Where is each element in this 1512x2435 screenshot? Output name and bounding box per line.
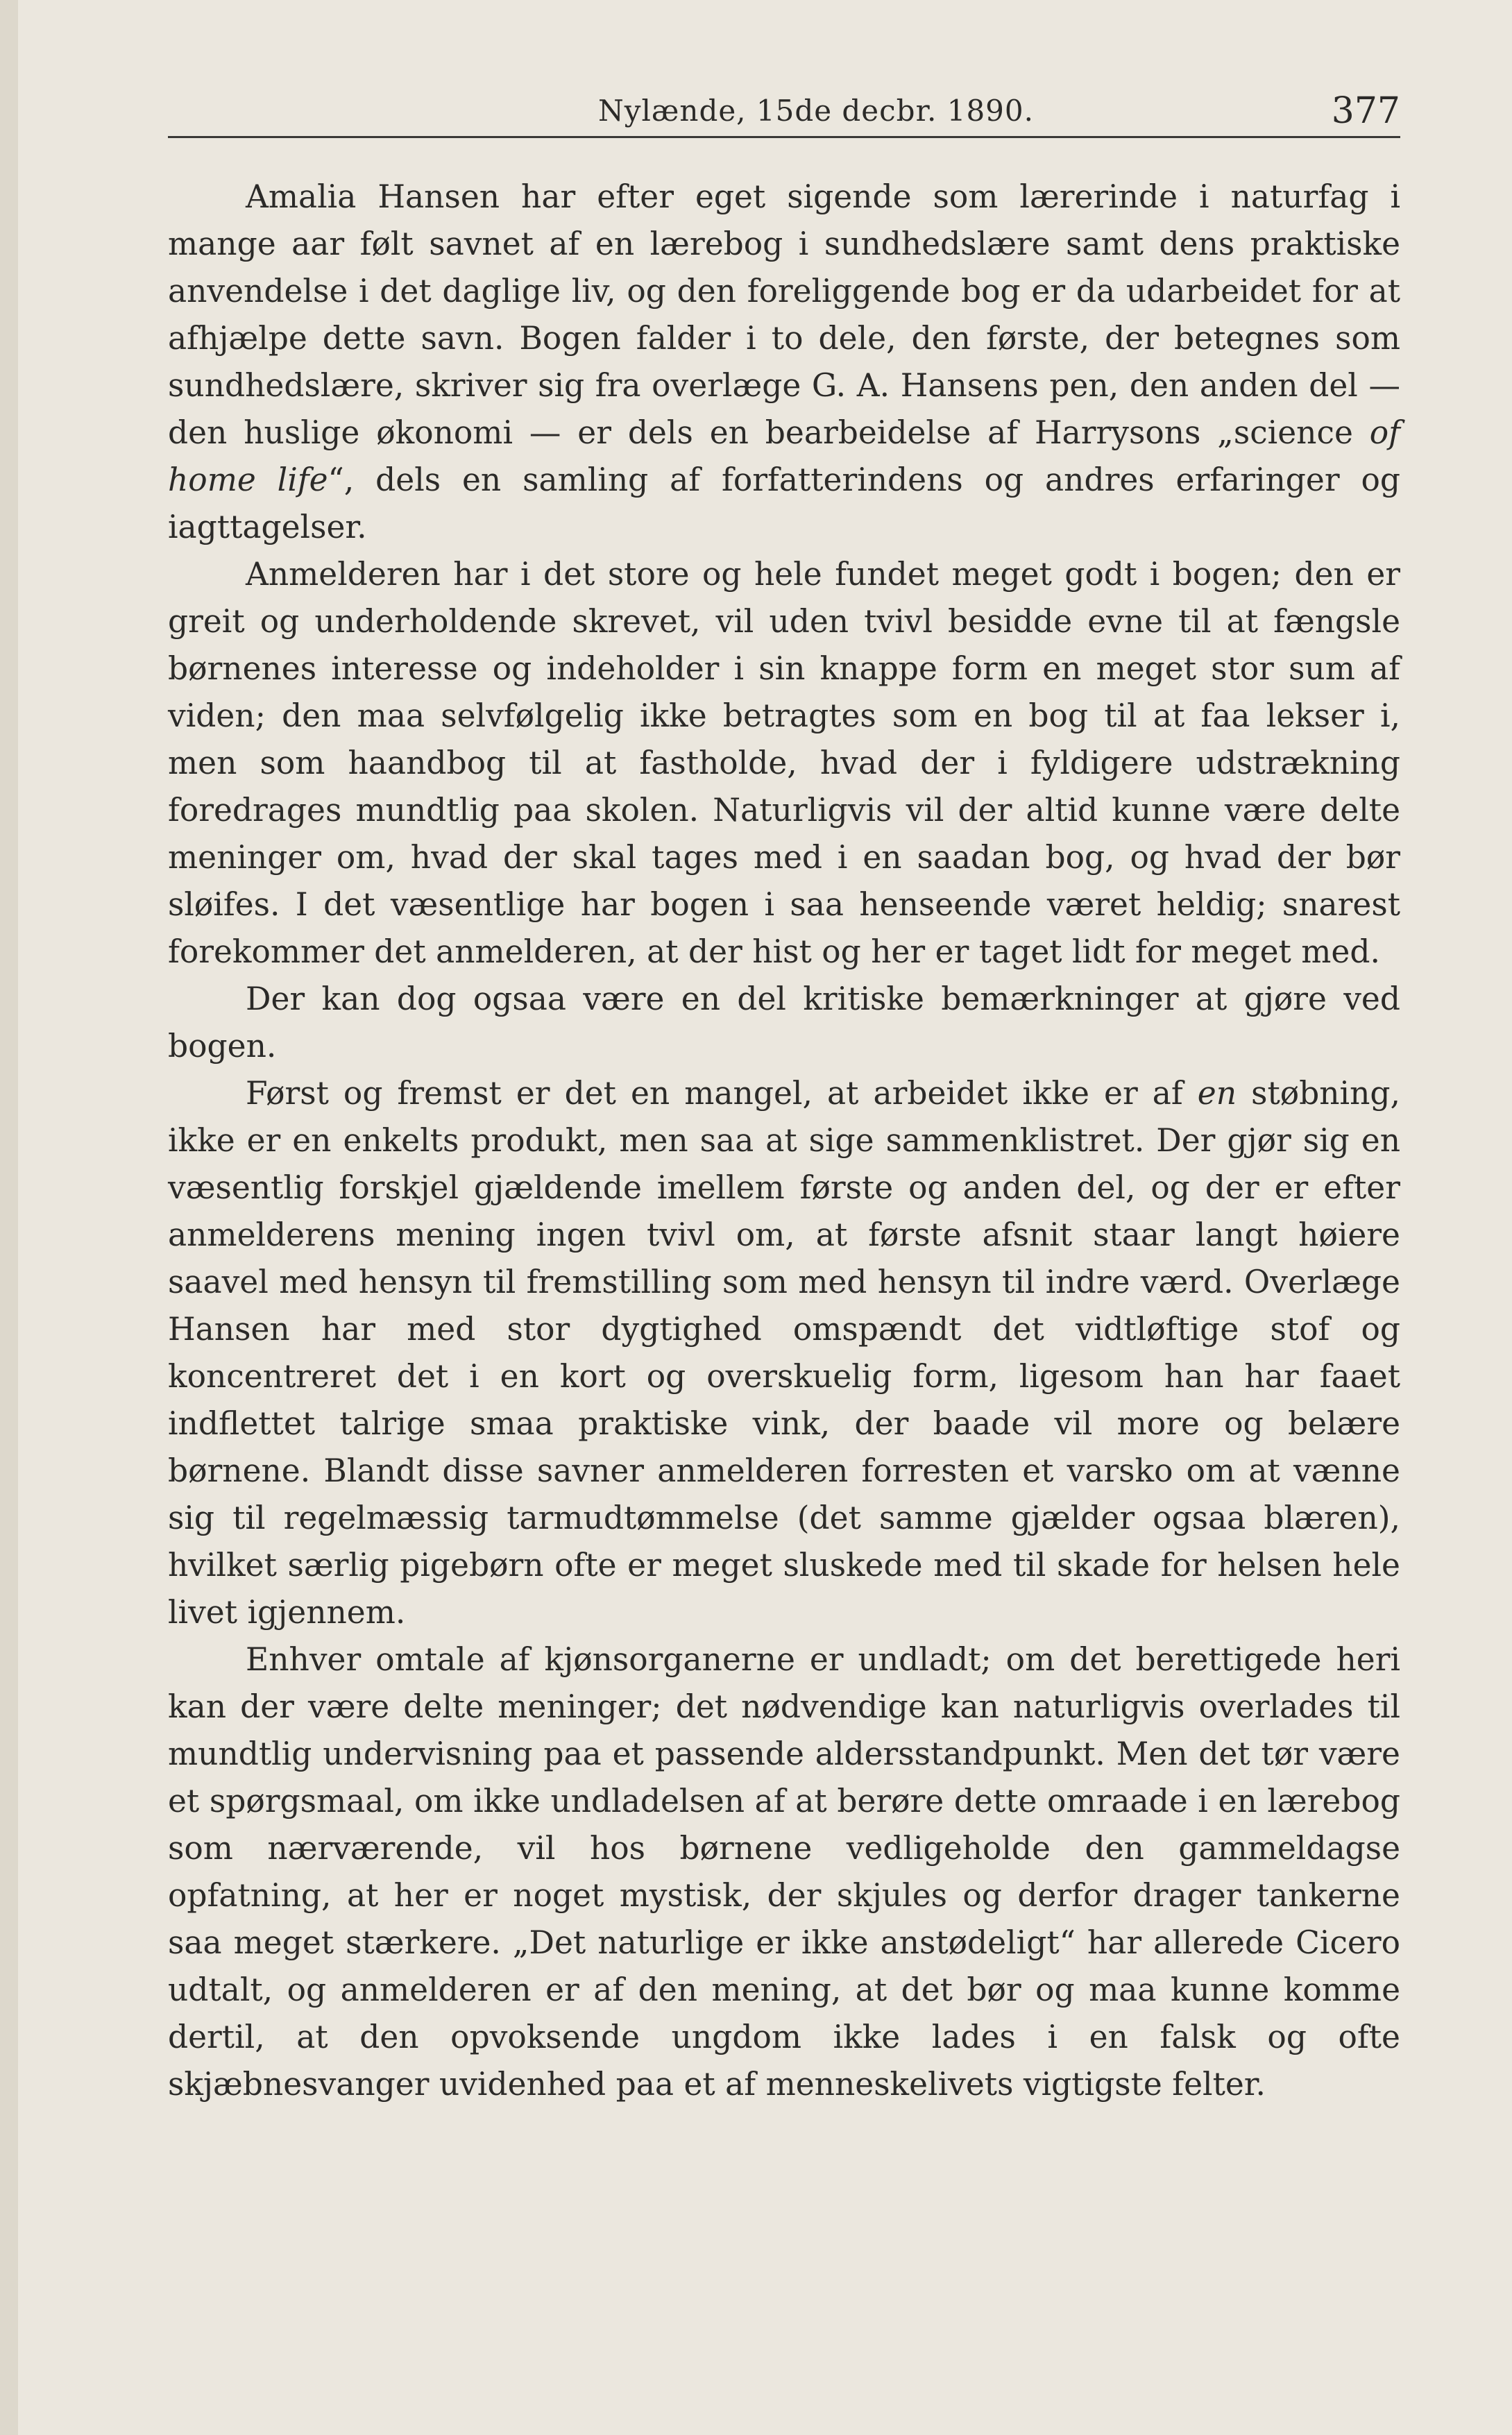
paragraph-4-text-a: Først og fremst er det en mangel, at arbeidet ikke er af: [246, 1075, 1198, 1112]
article-body: [168, 173, 1400, 2108]
paragraph-1-text-b: “, dels en samling af forfatterindens og andres erfaringer og iagttagelser.: [168, 461, 1400, 545]
paragraph-5: [168, 1636, 1400, 2108]
paragraph-4-text-b: støbning, ikke er en enkelts produkt, men saa at sige sammenklistret. Der gjør sig en væsentlig forskjel gjældende imellem første og anden del, og der er efter anmelderens mening ingen tvivl om, at første afsnit staar langt høiere saavel med hensyn til fremstilling som med hensyn til indre værd. Overlæge Hansen har med stor dygtighed omspændt det vidtløftige stof og koncentreret det i en kort og overskuelig form, ligesom han har faaet indflettet talrige smaa praktiske vink, der baade vil more og belære børnene. Blandt disse savner anmelderen forresten et varsko om at vænne sig til regelmæssig tarmudtømmelse (det samme gjælder ogsaa blæren), hvilket særlig pigebørn ofte er meget sluskede med til skade for helsen hele livet igjennem.: [168, 1075, 1400, 1631]
paragraph-1-text-a: Amalia Hansen har efter eget sigende som lærerinde i naturfag i mange aar følt savnet af en lærebog i sundhedslære samt dens praktiske anvendelse i det daglige liv, og den foreliggende bog er da udarbeidet for at afhjælpe dette savn. Bogen falder i to dele, den første, der betegnes som sundhedslære, skriver sig fra overlæge G. A. Hansens pen, den anden del — den huslige økonomi — er dels en bearbeidelse af Harrysons „science: [168, 178, 1400, 451]
page-gutter-shadow: [0, 0, 18, 2435]
running-title: Nylænde, 15de decbr. 1890.: [598, 94, 1034, 128]
paragraph-5-text: Enhver omtale af kjønsorganerne er undladt; om det berettigede heri kan der være delte meninger; det nødvendige kan naturligvis overlades til mundtlig undervisning paa et passende aldersstandpunkt. Men det tør være et spørgsmaal, om ikke undladelsen af at berøre dette omraade i en lærebog som nærværende, vil hos børnene vedligeholde den gammeldagse opfatning, at her er noget mystisk, der skjules og derfor drager tankerne saa meget stærkere. „Det naturlige er ikke anstødeligt“ har allerede Cicero udtalt, og anmelderen er af den mening, at det bør og maa kunne komme dertil, at den opvoksende ungdom ikke lades i en falsk og ofte skjæbnesvanger uvidenhed paa et af menneskelivets vigtigste felter.: [168, 1641, 1400, 2103]
paragraph-2: [168, 551, 1400, 976]
paragraph-4-italic: en: [1197, 1075, 1237, 1112]
paragraph-1: [168, 173, 1400, 551]
paragraph-3: [168, 976, 1400, 1070]
paragraph-1-italic: of home life: [168, 414, 1400, 498]
page-number: 377: [1331, 90, 1400, 132]
header-rule: [168, 136, 1400, 138]
paragraph-3-text: Der kan dog ogsaa være en del kritiske bemærkninger at gjøre ved bogen.: [168, 981, 1400, 1064]
paragraph-2-text: Anmelderen har i det store og hele fundet meget godt i bogen; den er greit og underholdende skrevet, vil uden tvivl besidde evne til at fængsle børnenes interesse og indeholder i sin knappe form en meget stor sum af viden; den maa selvfølgelig ikke betragtes som en bog til at faa lekser i, men som haandbog til at fastholde, hvad der i fyldigere udstrækning foredrages mundtlig paa skolen. Naturligvis vil der altid kunne være delte meninger om, hvad der skal tages med i en saadan bog, og hvad der bør sløifes. I det væsentlige har bogen i saa henseende været heldig; snarest forekommer det anmelderen, at der hist og her er taget lidt for meget med.: [168, 556, 1400, 970]
running-head: [168, 89, 1400, 133]
paragraph-4: [168, 1070, 1400, 1636]
